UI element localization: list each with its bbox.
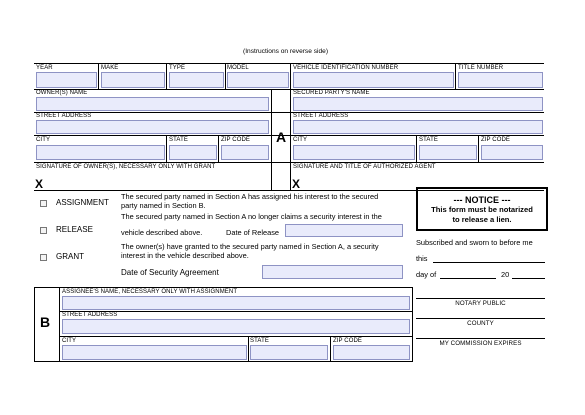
owner-zip-label: ZIP CODE	[221, 137, 251, 143]
row-border	[34, 162, 544, 163]
secured-name-field[interactable]	[293, 97, 543, 111]
security-date-label: Date of Security Agreement	[121, 268, 219, 277]
assignment-text: The secured party named in Section A has assigned his interest to the secured	[121, 192, 379, 201]
type-field[interactable]	[169, 72, 224, 88]
county-line[interactable]	[416, 318, 545, 319]
row-border	[34, 112, 544, 113]
title-number-field[interactable]	[458, 72, 543, 88]
owner-sign-mark: X	[35, 177, 44, 191]
type-label: TYPE	[169, 65, 186, 71]
divider	[218, 135, 219, 162]
secured-name-label: SECURED PARTY'S NAME	[293, 90, 370, 96]
grant-checkbox[interactable]	[40, 254, 47, 261]
section-a-letter: A	[276, 129, 287, 145]
instructions-note: (Instructions on reverse side)	[243, 48, 329, 55]
release-text: vehicle described above.	[121, 228, 203, 237]
owner-signature-label: SIGNATURE OF OWNER(S), NECESSARY ONLY WITH GRANT	[36, 164, 216, 170]
day-of-label: day of	[416, 270, 437, 279]
section-b-letter: B	[40, 314, 51, 330]
assignee-state-field[interactable]	[250, 345, 328, 360]
year-line[interactable]	[512, 278, 545, 279]
secured-sign-mark: X	[292, 177, 301, 191]
divider	[59, 287, 60, 362]
notary-signature-line[interactable]	[416, 298, 545, 299]
assignee-street-field[interactable]	[62, 319, 410, 334]
assignment-checkbox[interactable]	[40, 200, 47, 207]
assignment-label: ASSIGNMENT	[56, 198, 109, 207]
divider	[290, 63, 291, 190]
grant-text: The owner(s) have granted to the secured party named in Section A, a security	[121, 242, 379, 251]
divider	[166, 63, 167, 90]
notary-public-label: NOTARY PUBLIC	[455, 300, 506, 307]
divider	[166, 135, 167, 162]
notice-line: to release a lien.	[452, 215, 512, 224]
secured-signature-label: SIGNATURE AND TITLE OF AUTHORIZED AGENT	[293, 164, 436, 170]
assignment-text: party named in Section B.	[121, 201, 206, 210]
this-label: this	[416, 254, 428, 263]
assignee-name-field[interactable]	[62, 296, 410, 310]
notice-box	[416, 187, 548, 231]
assignee-street-label: STREET ADDRESS	[62, 312, 118, 318]
secured-street-field[interactable]	[293, 120, 543, 134]
owner-zip-field[interactable]	[221, 145, 269, 160]
assignee-name-label: ASSIGNEE'S NAME, NECESSARY ONLY WITH ASSIGNMENT	[62, 289, 238, 295]
assignee-zip-field[interactable]	[333, 345, 410, 360]
year-field[interactable]	[36, 72, 97, 88]
date-of-release-label: Date of Release	[226, 228, 279, 237]
secured-state-label: STATE	[419, 137, 438, 143]
assignee-city-field[interactable]	[62, 345, 247, 360]
owner-state-label: STATE	[169, 137, 188, 143]
divider	[98, 63, 99, 90]
year-label: YEAR	[36, 65, 53, 71]
assignee-city-label: CITY	[62, 338, 77, 344]
make-label: MAKE	[101, 65, 119, 71]
divider	[330, 336, 331, 362]
this-day-line[interactable]	[433, 262, 545, 263]
model-field[interactable]	[227, 72, 289, 88]
secured-street-label: STREET ADDRESS	[293, 113, 349, 119]
divider	[225, 63, 226, 90]
title-number-label: TITLE NUMBER	[458, 65, 504, 71]
release-text: The secured party named in Section A no longer claims a security interest in the	[121, 212, 382, 221]
vin-label: VEHICLE IDENTIFICATION NUMBER	[293, 65, 399, 71]
secured-city-label: CITY	[293, 137, 308, 143]
date-of-release-field[interactable]	[285, 224, 403, 237]
sworn-text: Subscribed and sworn to before me	[416, 238, 533, 247]
assignee-zip-label: ZIP CODE	[333, 338, 363, 344]
notice-title: --- NOTICE ---	[453, 195, 511, 205]
secured-state-field[interactable]	[419, 145, 477, 160]
security-date-field[interactable]	[262, 265, 403, 279]
owner-state-field[interactable]	[169, 145, 217, 160]
grant-text: interest in the vehicle described above.	[121, 251, 249, 260]
release-checkbox[interactable]	[40, 227, 47, 234]
owner-city-label: CITY	[36, 137, 51, 143]
owner-city-field[interactable]	[36, 145, 165, 160]
secured-zip-field[interactable]	[481, 145, 543, 160]
divider	[416, 135, 417, 162]
divider	[271, 89, 272, 190]
commission-line[interactable]	[416, 338, 545, 339]
year-prefix: 20	[501, 270, 510, 279]
release-label: RELEASE	[56, 225, 93, 234]
row-border	[34, 89, 544, 90]
county-label: COUNTY	[467, 320, 494, 327]
commission-label: MY COMMISSION EXPIRES	[439, 340, 522, 347]
divider	[455, 63, 456, 90]
notice-line: This form must be notarized	[431, 205, 533, 214]
grant-label: GRANT	[56, 252, 84, 261]
owner-name-label: OWNER(S) NAME	[36, 90, 88, 96]
owner-street-label: STREET ADDRESS	[36, 113, 92, 119]
secured-zip-label: ZIP CODE	[481, 137, 511, 143]
divider	[478, 135, 479, 162]
owner-street-field[interactable]	[36, 120, 269, 134]
make-field[interactable]	[101, 72, 165, 88]
row-border	[59, 336, 412, 337]
row-border	[34, 135, 544, 136]
day-of-line[interactable]	[440, 278, 496, 279]
assignee-state-label: STATE	[250, 338, 269, 344]
divider	[248, 336, 249, 362]
secured-city-field[interactable]	[293, 145, 415, 160]
owner-name-field[interactable]	[36, 97, 269, 111]
model-label: MODEL	[227, 65, 249, 71]
grid-top-border	[34, 63, 544, 64]
vin-field[interactable]	[293, 72, 454, 88]
